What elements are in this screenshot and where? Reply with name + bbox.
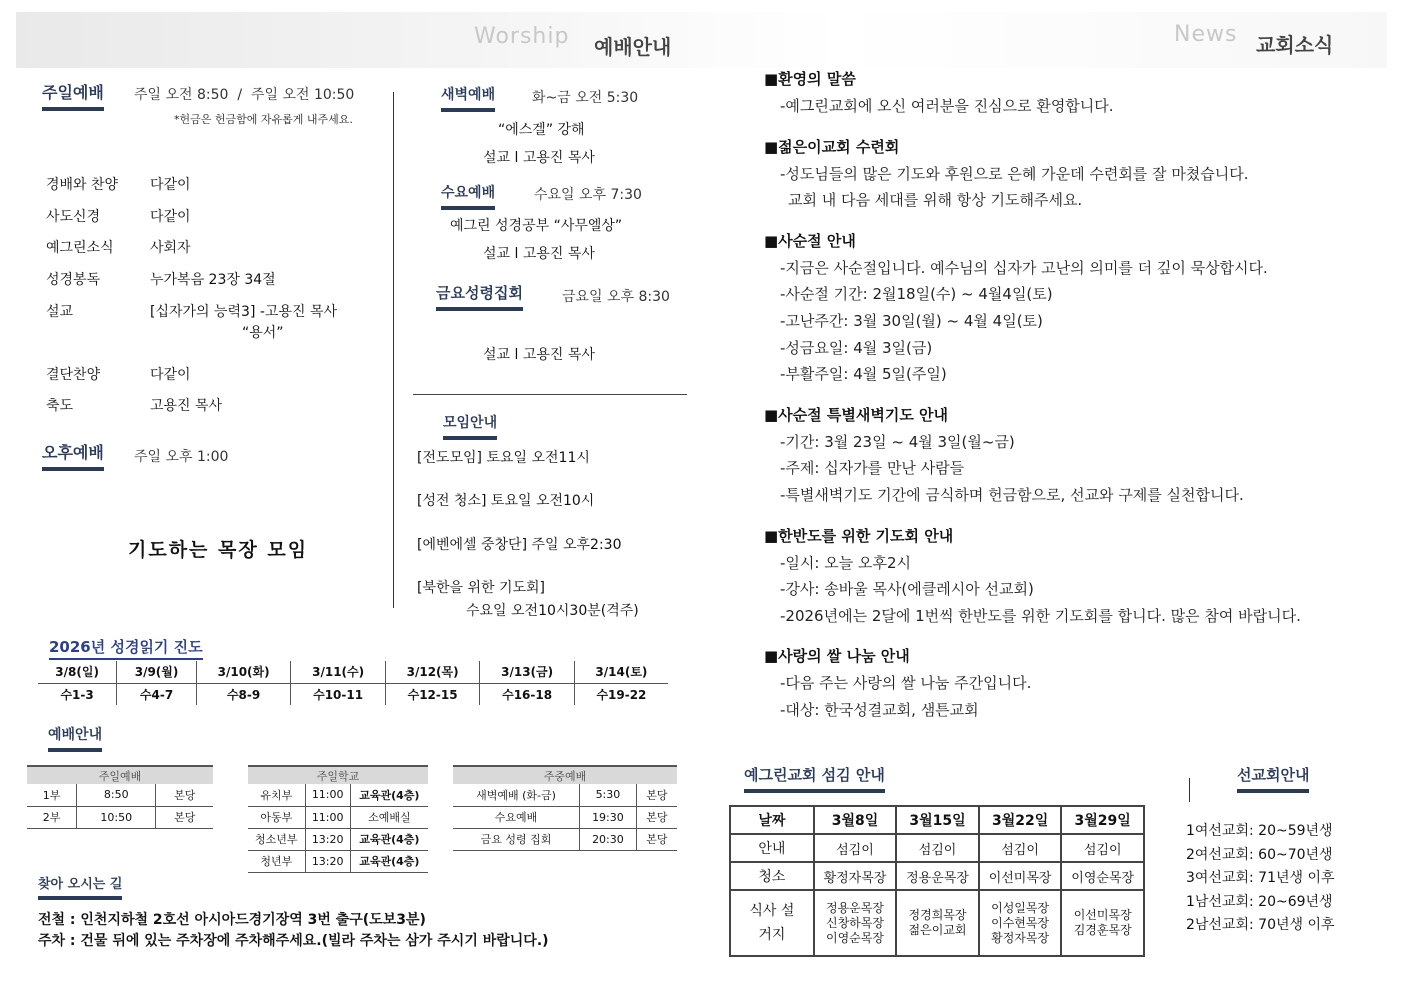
reading-date-cell: 3/8(일): [38, 661, 117, 683]
news-ko-heading: 교회소식: [1256, 33, 1334, 57]
meeting-item: [전도모임] 토요일 오전11시: [417, 450, 590, 466]
sunday-service-table: [27, 765, 213, 829]
friday-worship-title: 금요성령집회: [436, 282, 523, 311]
mission-divider: [1189, 778, 1190, 802]
news-heading: ■젊은이교회 수련회: [764, 137, 900, 156]
dawn-preacher: 설교 l 고용진 목사: [483, 150, 595, 166]
table-row: [453, 828, 677, 850]
meeting-item: [북한을 위한 기도회]: [417, 580, 546, 596]
schedule-cell: 이성일목장 이수현목장 황정자목장: [979, 890, 1062, 956]
schedule-header-cell: 날짜: [730, 806, 814, 834]
order-item-label: 축도: [46, 398, 74, 414]
order-item-value: [십자가의 능력3] -고용진 목사: [150, 304, 337, 320]
schedule-row: [730, 834, 1144, 862]
news-heading: ■사랑의 쌀 나눔 안내: [764, 647, 910, 666]
news-line: -강사: 송바울 목사(에클레시아 선교회): [780, 580, 1034, 599]
table-row: [27, 784, 213, 806]
schedule-cell: 이선미목장 김경훈목장: [1061, 890, 1144, 956]
directions-title: 찾아 오시는 길: [38, 873, 122, 900]
table-header: 주일학교: [248, 766, 428, 784]
meeting-item: [성전 청소] 토요일 오전10시: [417, 493, 595, 509]
table-header: 주중예배: [453, 766, 677, 784]
mission-item: 3여선교회: 71년생 이후: [1186, 870, 1335, 886]
table-cell: 본당: [636, 806, 677, 828]
service-schedule-title: 예그린교회 섬김 안내: [744, 764, 885, 793]
schedule-cell: 섬김이: [814, 834, 897, 862]
news-line: -주제: 십자가를 만난 사람들: [780, 459, 965, 478]
wednesday-worship-title: 수요예배: [441, 182, 495, 210]
weekday-service-table: [453, 765, 677, 851]
meeting-item: [에벤에셀 중창단] 주일 오후2:30: [417, 537, 622, 553]
table-cell: 13:20: [305, 850, 350, 872]
mission-item: 1남선교회: 20~69년생: [1186, 893, 1333, 910]
service-schedule-table: [729, 805, 1145, 957]
dawn-text: “에스겔” 강해: [498, 122, 585, 138]
order-item-value: 누가복음 23장 34절: [150, 272, 276, 288]
reading-chapter-cell: 수10-11: [291, 683, 386, 705]
friday-preacher: 설교 l 고용진 목사: [483, 347, 595, 363]
table-cell: 11:00: [305, 784, 350, 806]
table-cell: 교육관(4층): [350, 784, 428, 806]
table-cell: 8:50: [77, 784, 156, 806]
section-divider: [413, 394, 687, 395]
table-cell: 아동부: [248, 806, 305, 828]
schedule-cell: 이선미목장: [979, 862, 1062, 890]
news-line: -다음 주는 사랑의 쌀 나눔 주간입니다.: [780, 674, 1032, 693]
table-cell: 청소년부: [248, 828, 305, 850]
table-header-row: [248, 766, 428, 784]
news-heading: ■사순절 특별새벽기도 안내: [764, 405, 949, 424]
table-cell: 교육관(4층): [350, 850, 428, 872]
table-cell: 유치부: [248, 784, 305, 806]
schedule-cell: 황정자목장: [814, 862, 897, 890]
schedule-header-cell: 3월15일: [896, 806, 979, 834]
table-row: [453, 784, 677, 806]
news-line: -기간: 3월 23일 ~ 4월 3일(월~금): [780, 432, 1015, 451]
schedule-row: [730, 862, 1144, 890]
reading-date-cell: 3/13(금): [480, 661, 575, 683]
news-heading: ■사순절 안내: [764, 231, 856, 250]
wednesday-time: 수요일 오후 7:30: [534, 187, 642, 203]
reading-date-row: [38, 661, 668, 683]
order-item-value: 고용진 목사: [150, 398, 223, 414]
table-cell: 5:30: [580, 784, 637, 806]
reading-date-cell: 3/12(목): [385, 661, 480, 683]
schedule-cell: 정용운목장 신창하목장 이영순목장: [814, 890, 897, 956]
order-item-label: 사도신경: [46, 209, 101, 225]
wednesday-preacher: 설교 l 고용진 목사: [483, 246, 595, 262]
table-cell: 청년부: [248, 850, 305, 872]
schedule-cell: 섬김이: [1061, 834, 1144, 862]
friday-time: 금요일 오후 8:30: [562, 289, 670, 305]
news-line: -특별새벽기도 기간에 금식하며 헌금함으로, 선교와 구제를 실천합니다.: [780, 486, 1244, 504]
schedule-row: [730, 890, 1144, 956]
order-item-label: 예그린소식: [46, 240, 114, 256]
reading-date-cell: 3/14(토): [574, 661, 668, 683]
schedule-cell: 이영순목장: [1061, 862, 1144, 890]
table-cell: 본당: [636, 784, 677, 806]
directions-subway: 전철 : 인천지하철 2호선 아시아드경기장역 3번 출구(도보3분): [38, 912, 426, 928]
reading-chapter-cell: 수8-9: [196, 683, 291, 705]
news-line: -예그린교회에 오신 여러분을 진심으로 환영합니다.: [780, 97, 1114, 115]
order-item-value: 다같이: [150, 367, 191, 383]
order-item-value: 다같이: [150, 209, 191, 225]
sunday-school-table: [248, 765, 428, 873]
schedule-row-label: 청소: [730, 862, 814, 890]
mission-item: 2여선교회: 60~70년생: [1186, 846, 1333, 863]
table-cell: 교육관(4층): [350, 828, 428, 850]
dawn-worship-title: 새벽예배: [441, 84, 495, 112]
news-heading: ■환영의 말씀: [764, 70, 856, 88]
wednesday-text: 예그린 성경공부 “사무엘상”: [450, 218, 623, 234]
schedule-row-label: 안내: [730, 834, 814, 862]
reading-date-cell: 3/11(수): [291, 661, 386, 683]
sermon-subtitle: “용서”: [242, 325, 284, 341]
order-item-label: 경배와 찬양: [46, 177, 119, 193]
table-row: [248, 806, 428, 828]
table-row: [248, 828, 428, 850]
schedule-header-row: [730, 806, 1144, 834]
reading-chapter-cell: 수1-3: [38, 683, 117, 705]
table-cell: 소예배실: [350, 806, 428, 828]
worship-ko-heading: 예배안내: [594, 35, 672, 59]
sunday-worship-title: 주일예배: [42, 80, 104, 111]
column-divider: [393, 92, 394, 608]
table-cell: 금요 성령 집회: [453, 828, 580, 850]
dawn-time: 화~금 오전 5:30: [532, 90, 639, 106]
news-line: -대상: 한국성결교회, 샘튼교회: [780, 701, 979, 719]
meeting-extra: 수요일 오전10시30분(격주): [466, 603, 639, 619]
news-en-heading: News: [1174, 22, 1238, 47]
news-line: -고난주간: 3월 30일(월) ~ 4월 4일(토): [780, 312, 1043, 330]
reading-chapter-cell: 수12-15: [385, 683, 480, 705]
table-row: [27, 806, 213, 828]
directions-parking: 주차 : 건물 뒤에 있는 주차장에 주차해주세요.(빌라 주차는 삼가 주시기 바랍니다.): [38, 933, 549, 949]
order-item-label: 설교: [46, 304, 74, 320]
table-row: [248, 850, 428, 872]
reading-title: 2026년 성경읽기 진도: [49, 636, 203, 660]
news-heading: ■한반도를 위한 기도회 안내: [764, 526, 954, 545]
table-row: [453, 806, 677, 828]
table-cell: 13:20: [305, 828, 350, 850]
sunday-times: 주일 오전 8:50 / 주일 오전 10:50: [134, 87, 355, 103]
reading-table: [38, 661, 668, 705]
table-cell: 수요예배: [453, 806, 580, 828]
mission-item: 1여선교회: 20~59년생: [1186, 823, 1333, 839]
news-line: -지금은 사순절입니다. 예수님의 십자가 고난의 의미를 더 깊이 묵상합시다.: [780, 258, 1268, 277]
order-item-value: 다같이: [150, 177, 191, 193]
table-row: [248, 784, 428, 806]
reading-date-cell: 3/9(월): [117, 661, 197, 683]
order-item-value: 사회자: [150, 240, 191, 256]
news-line: -성금요일: 4월 3일(금): [780, 338, 933, 357]
schedule-header-cell: 3월22일: [979, 806, 1062, 834]
worship-en-heading: Worship: [474, 24, 570, 49]
table-header: 주일예배: [27, 766, 213, 784]
worship-info-title: 예배안내: [48, 724, 102, 752]
order-item-label: 성경봉독: [46, 272, 101, 288]
table-cell: 1부: [27, 784, 77, 806]
table-cell: 새벽예배 (화-금): [453, 784, 580, 806]
news-line: -사순절 기간: 2월18일(수) ~ 4월4일(토): [780, 285, 1053, 304]
meetings-title: 모임안내: [443, 412, 497, 440]
reading-chapter-cell: 수4-7: [117, 683, 197, 705]
prayer-meeting-event: 기도하는 목장 모임: [128, 539, 309, 561]
reading-date-cell: 3/10(화): [196, 661, 291, 683]
table-cell: 본당: [156, 784, 213, 806]
schedule-header-cell: 3월8일: [814, 806, 897, 834]
table-header-row: [453, 766, 677, 784]
reading-chapter-cell: 수16-18: [480, 683, 575, 705]
table-header-row: [27, 766, 213, 784]
news-line: -부활주일: 4월 5일(주일): [780, 365, 947, 384]
table-cell: 11:00: [305, 806, 350, 828]
schedule-cell: 섬김이: [979, 834, 1062, 862]
schedule-cell: 정경희목장 젊은이교회: [896, 890, 979, 956]
table-cell: 2부: [27, 806, 77, 828]
reading-chapter-cell: 수19-22: [574, 683, 668, 705]
afternoon-worship-title: 오후예배: [42, 440, 104, 471]
news-line: -2026년에는 2달에 1번씩 한반도를 위한 기도회를 합니다. 많은 참여 바랍니다.: [780, 606, 1301, 625]
mission-item: 2남선교회: 70년생 이후: [1186, 917, 1335, 933]
table-cell: 20:30: [580, 828, 637, 850]
mission-title: 선교회안내: [1237, 764, 1309, 793]
afternoon-time: 주일 오후 1:00: [134, 449, 229, 465]
table-cell: 19:30: [580, 806, 637, 828]
table-cell: 10:50: [77, 806, 156, 828]
news-line: -성도님들의 많은 기도와 후원으로 은혜 가운데 수련회를 잘 마쳤습니다.: [780, 164, 1249, 183]
table-cell: 본당: [636, 828, 677, 850]
schedule-row-label: 식사 설거지: [730, 890, 814, 956]
schedule-cell: 정용운목장: [896, 862, 979, 890]
news-line: -일시: 오늘 오후2시: [780, 553, 911, 572]
reading-chapter-row: [38, 683, 668, 705]
news-line: 교회 내 다음 세대를 위해 항상 기도해주세요.: [788, 191, 1083, 210]
table-cell: 본당: [156, 806, 213, 828]
schedule-cell: 섬김이: [896, 834, 979, 862]
schedule-header-cell: 3월29일: [1061, 806, 1144, 834]
order-item-label: 결단찬양: [46, 367, 101, 383]
offering-note: *헌금은 헌금함에 자유롭게 내주세요.: [174, 113, 353, 126]
